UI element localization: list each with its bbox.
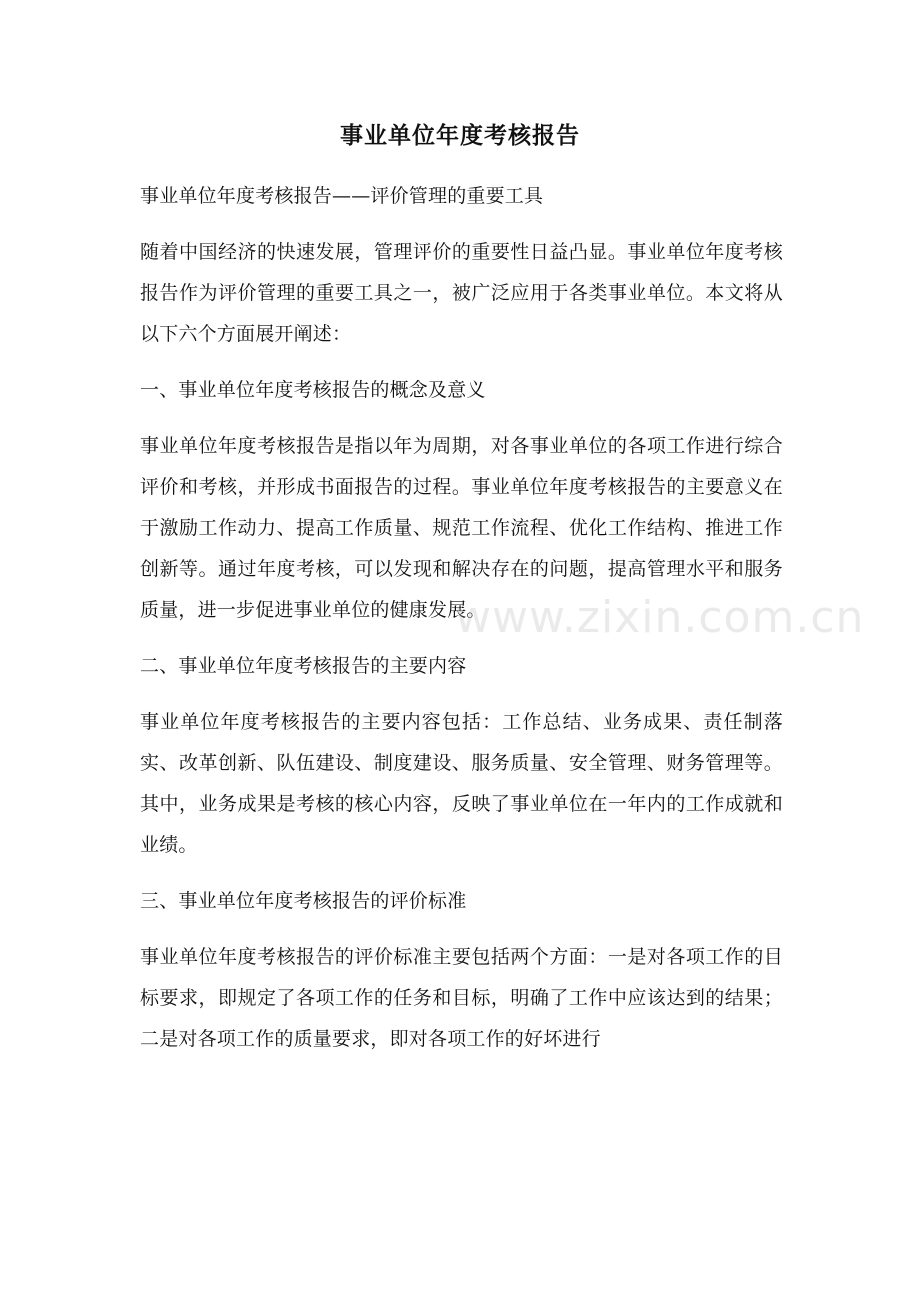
intro-paragraph: 随着中国经济的快速发展，管理评价的重要性日益凸显。事业单位年度考核报告作为评价管理的重要工具之一，被广泛应用于各类事业单位。本文将从以下六个方面展开阐述：	[140, 241, 783, 345]
section-body-1: 事业单位年度考核报告是指以年为周期，对各事业单位的各项工作进行综合评价和考核，并形成书面报告的过程。事业单位年度考核报告的主要意义在于激励工作动力、提高工作质量、规范工作流程、优化工作结构、推进工作创新等。通过年度考核，可以发现和解决存在的问题，提高管理水平和服务质量，进一步促进事业单位的健康发展。	[140, 435, 783, 621]
section-body-3: 事业单位年度考核报告的评价标准主要包括两个方面：一是对各项工作的目标要求，即规定了各项工作的任务和目标，明确了工作中应该达到的结果；二是对各项工作的质量要求，即对各项工作的好坏进行	[140, 946, 783, 1050]
section-body-2: 事业单位年度考核报告的主要内容包括：工作总结、业务成果、责任制落实、改革创新、队伍建设、制度建设、服务质量、安全管理、财务管理等。其中，业务成果是考核的核心内容，反映了事业单位在一年内的工作成就和业绩。	[140, 711, 783, 856]
section-heading-3: 三、事业单位年度考核报告的评价标准	[140, 890, 467, 912]
section-heading-2: 二、事业单位年度考核报告的主要内容	[140, 655, 467, 677]
watermark-text: www.zixin.com.cn	[455, 592, 865, 643]
document-title: 事业单位年度考核报告	[340, 122, 580, 149]
document-body	[140, 176, 783, 1075]
subtitle-paragraph: 事业单位年度考核报告——评价管理的重要工具	[140, 185, 544, 207]
section-heading-1: 一、事业单位年度考核报告的概念及意义	[140, 379, 486, 401]
